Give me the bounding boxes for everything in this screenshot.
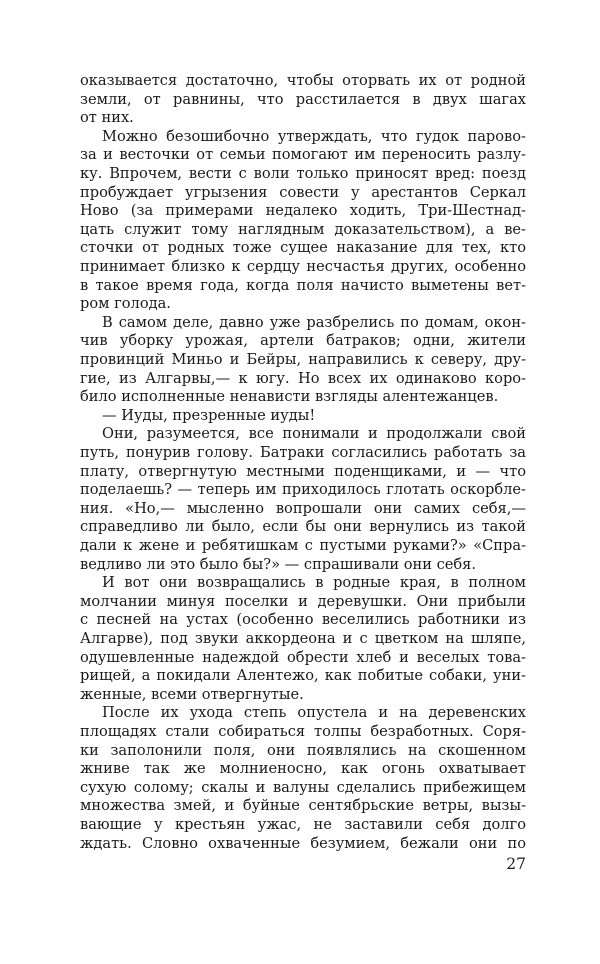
text-line-24: ния. «Но,— мысленно вопрошали они самих себя,— — [80, 499, 526, 517]
text-line-21: путь, понурив голову. Батраки согласились работать за — [80, 444, 526, 461]
text-line-31: Алгарве), под звуки аккордеона и с цветком на шляпе, — [80, 630, 526, 647]
text-line-6: ку. Впрочем, вести с воли только приносят вред: поезд — [80, 165, 526, 182]
text-line-13: ром голода. — [80, 295, 171, 313]
text-line-20: Они, разумеется, все понимали и продолжали свой — [102, 425, 526, 443]
text-line-39: сухую солому; скалы и валуны сделались прибежищем — [80, 778, 526, 796]
page-number: 27 — [506, 855, 526, 873]
text-line-9: цать служит тому наглядным доказательством), а ве- — [80, 220, 526, 238]
text-line-25: справедливо ли было, если бы они вернулись из такой — [80, 518, 526, 536]
text-line-8: Ново (за примерами недалеко ходить, Три-Шестнад- — [80, 202, 526, 220]
text-line-41: вающие у крестьян ужас, не заставили себя долго — [80, 816, 526, 833]
text-line-7: пробуждает угрызения совести у арестантов Серкал — [80, 183, 526, 201]
text-line-15: чив уборку урожая, артели батраков; одни, жители — [80, 332, 526, 350]
text-line-5: за и весточки от семьи помогают им переносить разлу- — [80, 146, 526, 164]
text-line-34: женные, всеми отвергнутые. — [80, 685, 304, 703]
text-line-38: жниве так же молниеносно, как огонь охватывает — [80, 760, 526, 778]
text-line-27: ведливо ли это было бы?» — спрашивали они себя. — [80, 555, 477, 573]
text-line-19: — Иуды, презренные иуды! — [102, 406, 316, 424]
text-line-12: в такое время года, когда поля начисто выметены вет- — [80, 276, 526, 294]
text-line-37: ки заполонили поля, они появлялись на скошенном — [80, 741, 526, 759]
text-line-4: Можно безошибочно утверждать, что гудок парово- — [102, 127, 526, 145]
text-line-11: принимает близко к сердцу несчастья других, особенно — [80, 258, 526, 275]
text-line-26: дали к жене и ребятишкам с пустыми руками?» «Спра- — [80, 537, 526, 554]
text-line-16: провинций Миньо и Бейры, направились к северу, дру- — [80, 351, 526, 368]
book-page-text — [80, 72, 526, 853]
text-line-40: множества змей, и буйные сентябрьские ветры, вызы- — [80, 797, 526, 815]
text-line-28: И вот они возвращались в родные края, в полном — [102, 574, 526, 592]
text-line-10: сточки от родных тоже сущее наказание для тех, кто — [80, 239, 526, 257]
text-line-42: ждать. Словно охваченные безумием, бежали они по — [80, 834, 526, 852]
text-line-14: В самом деле, давно уже разбрелись по домам, окон- — [102, 313, 526, 331]
text-line-30: с песней на устах (особенно веселились работники из — [80, 611, 526, 629]
text-line-17: гие, из Алгарвы,— к югу. Но всех их одинаково коро- — [80, 369, 526, 387]
text-line-1: оказывается достаточно, чтобы оторвать их от родной — [80, 72, 526, 89]
text-line-29: молчании минуя поселки и деревушки. Они прибыли — [80, 592, 526, 610]
text-line-18: било исполненные ненависти взгляды алентежанцев. — [80, 388, 499, 406]
text-line-23: поделаешь? — теперь им приходилось глотать оскорбле- — [80, 481, 526, 499]
text-line-3: от них. — [80, 109, 134, 127]
text-line-2: земли, от равнины, что расстилается в двух шагах — [80, 90, 526, 108]
text-line-33: рищей, а покидали Алентежо, как побитые собаки, уни- — [80, 667, 526, 685]
text-line-22: плату, отвергнутую местными поденщиками, и — что — [80, 462, 526, 480]
text-line-36: площадях стали собираться толпы безработных. Соря- — [80, 723, 526, 740]
text-line-32: одушевленные надеждой обрести хлеб и веселых това- — [80, 648, 526, 666]
text-line-35: После их ухода степь опустела и на деревенских — [102, 704, 526, 722]
